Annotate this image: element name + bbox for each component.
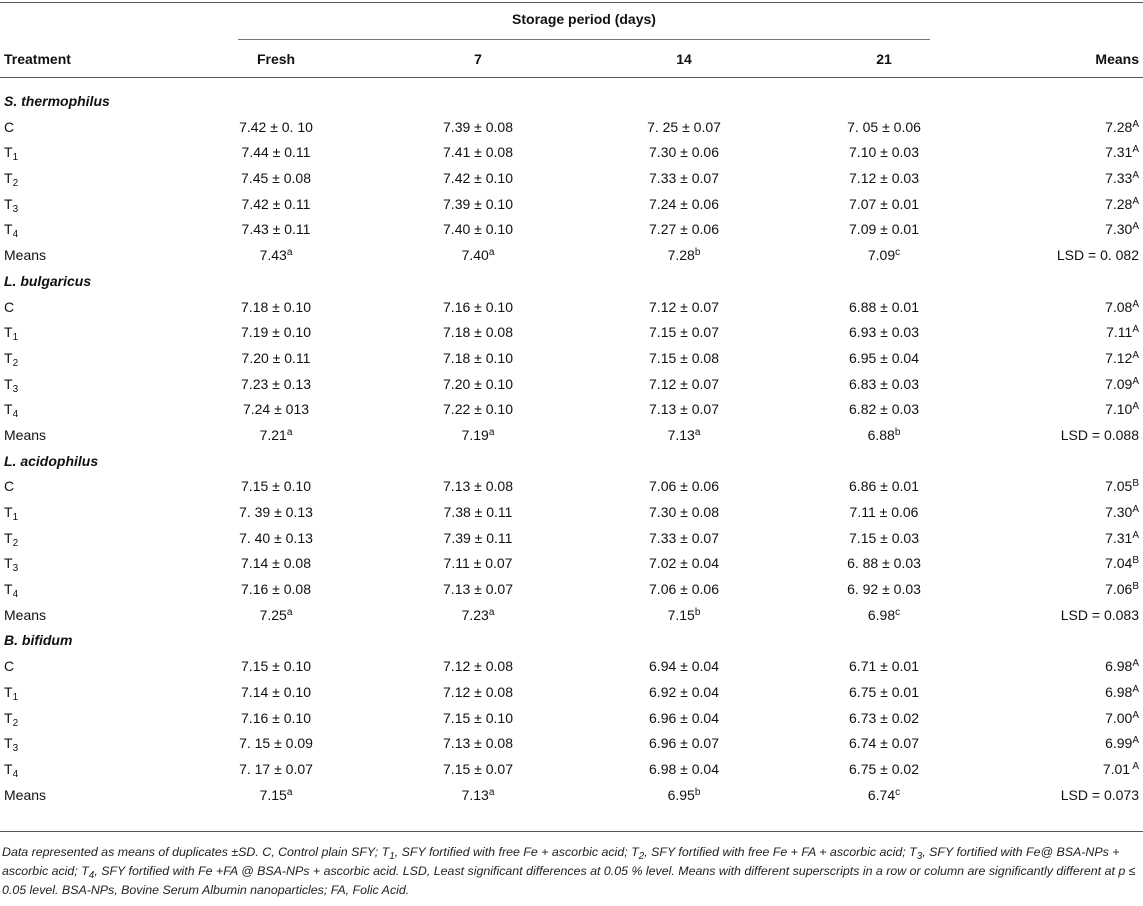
table-row bbox=[0, 680, 1143, 706]
value-cell: 6.88 ± 0.01 bbox=[849, 298, 919, 315]
table-row bbox=[0, 500, 1143, 526]
row-mean-superscript: A bbox=[1130, 760, 1139, 772]
value-cell: 7.42 ± 0. 10 bbox=[239, 118, 313, 135]
value-cell: 7.14 ± 0.08 bbox=[241, 555, 311, 572]
table-row bbox=[0, 115, 1143, 141]
value-cell: 7. 25 ± 0.07 bbox=[647, 118, 721, 135]
row-mean-superscript: A bbox=[1132, 683, 1139, 695]
value-cell: 6.94 ± 0.04 bbox=[649, 658, 719, 675]
column-mean-value: 7.15 bbox=[259, 786, 287, 803]
means-row bbox=[0, 423, 1143, 449]
lsd-value: LSD = 0. 082 bbox=[1056, 247, 1139, 264]
means-row bbox=[0, 783, 1143, 809]
column-mean-cell bbox=[226, 787, 326, 803]
treatment-cell bbox=[4, 504, 204, 523]
treatment-cell bbox=[4, 581, 204, 601]
value-cell: 7.43 ± 0.11 bbox=[241, 221, 311, 238]
value-cell: 6.95 ± 0.04 bbox=[849, 349, 919, 366]
row-mean-cell bbox=[980, 324, 1139, 340]
means-label: Means bbox=[4, 247, 47, 264]
section-row bbox=[0, 449, 1143, 475]
means-row bbox=[0, 243, 1143, 269]
column-mean-superscript: c bbox=[895, 606, 901, 618]
treatment-cell bbox=[4, 195, 204, 215]
row-mean-cell bbox=[980, 144, 1139, 160]
value-cell: 6.93 ± 0.03 bbox=[849, 324, 919, 341]
table-row bbox=[0, 217, 1143, 243]
column-mean-value: 7.09 bbox=[867, 247, 896, 264]
value-cell: 7.15 ± 0.03 bbox=[849, 529, 919, 546]
value-cell: 7.10 ± 0.03 bbox=[849, 144, 919, 161]
table-bottom-rule bbox=[0, 831, 1143, 832]
row-mean-cell bbox=[980, 735, 1139, 751]
means-label: Means bbox=[4, 426, 47, 443]
value-cell: 7.16 ± 0.10 bbox=[443, 298, 513, 315]
treatment-subscript: 2 bbox=[12, 357, 19, 369]
treatment-subscript: 4 bbox=[12, 229, 19, 241]
column-header-fresh: Fresh bbox=[256, 51, 296, 67]
column-mean-value: 6.95 bbox=[667, 786, 695, 803]
row-mean-value: 6.99 bbox=[1105, 735, 1133, 752]
value-cell: 7. 15 ± 0.09 bbox=[239, 735, 313, 752]
column-header-day-21: 21 bbox=[876, 51, 892, 67]
column-mean-superscript: a bbox=[488, 426, 495, 438]
storage-period-header: Storage period (days) bbox=[512, 11, 656, 27]
value-cell: 7.39 ± 0.11 bbox=[443, 529, 513, 546]
treatment-label: T bbox=[4, 529, 13, 546]
treatment-subscript: 2 bbox=[12, 178, 19, 190]
value-cell: 7.12 ± 0.08 bbox=[443, 658, 513, 675]
value-cell: 7.42 ± 0.11 bbox=[241, 195, 311, 212]
value-cell: 7.33 ± 0.07 bbox=[649, 170, 719, 187]
column-mean-value: 7.40 bbox=[461, 247, 489, 264]
row-mean-value: 7.05 bbox=[1105, 478, 1133, 495]
column-mean-cell bbox=[428, 427, 528, 443]
table-row bbox=[0, 140, 1143, 166]
treatment-label: T bbox=[4, 349, 13, 366]
value-cell: 7.18 ± 0.10 bbox=[241, 298, 311, 315]
column-mean-cell bbox=[428, 787, 528, 803]
table-row bbox=[0, 526, 1143, 552]
treatment-cell bbox=[4, 478, 204, 494]
table-row bbox=[0, 577, 1143, 603]
treatment-subscript: 4 bbox=[12, 589, 19, 601]
row-mean-value: 7.31 bbox=[1105, 529, 1133, 546]
column-mean-value: 7.13 bbox=[461, 786, 489, 803]
column-mean-value: 6.74 bbox=[867, 786, 896, 803]
treatment-subscript: 4 bbox=[12, 768, 19, 780]
value-cell: 6.74 ± 0.07 bbox=[849, 735, 919, 752]
value-cell: 7.44 ± 0.11 bbox=[241, 144, 311, 161]
row-mean-value: 7.00 bbox=[1105, 709, 1133, 726]
value-cell: 7.11 ± 0.06 bbox=[849, 504, 919, 520]
row-mean-value: 7.33 bbox=[1105, 170, 1133, 187]
treatment-subscript: 3 bbox=[12, 743, 19, 755]
row-mean-superscript: A bbox=[1132, 221, 1139, 233]
value-cell: 7.12 ± 0.07 bbox=[649, 298, 719, 315]
value-cell: 7.06 ± 0.06 bbox=[649, 581, 719, 598]
value-cell: 7.07 ± 0.01 bbox=[849, 195, 919, 212]
treatment-label: T bbox=[4, 581, 13, 598]
column-mean-cell bbox=[634, 247, 734, 263]
table-row bbox=[0, 295, 1143, 321]
value-cell: 6.82 ± 0.03 bbox=[849, 401, 919, 418]
section-label: S. thermophilus bbox=[4, 93, 110, 109]
row-mean-cell bbox=[980, 504, 1139, 520]
value-cell: 6.83 ± 0.03 bbox=[849, 375, 919, 392]
row-mean-cell bbox=[980, 555, 1139, 571]
row-mean-superscript: A bbox=[1132, 658, 1139, 670]
row-mean-cell bbox=[980, 581, 1139, 597]
row-mean-cell bbox=[980, 658, 1139, 674]
value-cell: 7.15 ± 0.10 bbox=[241, 658, 311, 675]
value-cell: 7.41 ± 0.08 bbox=[443, 144, 513, 161]
row-mean-superscript: B bbox=[1132, 478, 1139, 490]
treatment-cell bbox=[4, 119, 204, 135]
column-mean-value: 7.28 bbox=[667, 247, 695, 264]
value-cell: 7.16 ± 0.10 bbox=[241, 709, 311, 726]
value-cell: 7.15 ± 0.10 bbox=[241, 478, 311, 495]
lsd-value: LSD = 0.073 bbox=[1060, 786, 1139, 803]
value-cell: 7. 05 ± 0.06 bbox=[847, 118, 921, 135]
row-mean-superscript: B bbox=[1132, 555, 1139, 567]
value-cell: 7.42 ± 0.10 bbox=[443, 170, 513, 187]
row-mean-cell bbox=[980, 530, 1139, 546]
row-mean-value: 7.31 bbox=[1105, 144, 1133, 161]
treatment-label: T bbox=[4, 195, 13, 212]
row-mean-value: 6.98 bbox=[1105, 658, 1133, 675]
value-cell: 7. 39 ± 0.13 bbox=[239, 504, 313, 520]
table-footnote: Data represented as means of duplicates ±SD. C, Control plain SFY; $T_1$, SFY fortified with free Fe + ascorbic acid; $T_2$, SFY fortified with free Fe + FA + ascorbic acid; $T_3$, SFY fortified with Fe@ BSA-NPs + ascorbic acid; $T_4$, SFY fortified with Fe +FA @ BSA-NPs + ascorbic acid. LSD, Least significant differences at 0.05 % level. Means with different superscripts in a row or column are significantly different at p ≤ 0.05 level. BSA-NPs, Bovine Serum Albumin nanoparticles; FA, Folic Acid. bbox=[2, 845, 1136, 897]
column-mean-superscript: c bbox=[895, 786, 901, 798]
treatment-label: T bbox=[4, 221, 13, 238]
treatment-cell bbox=[4, 375, 204, 395]
means-label: Means bbox=[4, 606, 47, 623]
row-mean-superscript: A bbox=[1132, 144, 1139, 156]
value-cell: 7.39 ± 0.10 bbox=[443, 195, 513, 212]
column-mean-superscript: c bbox=[895, 247, 901, 259]
value-cell: 7.11 ± 0.07 bbox=[443, 555, 513, 572]
column-mean-superscript: b bbox=[694, 786, 701, 798]
treatment-label: T bbox=[4, 555, 13, 572]
column-mean-value: 6.98 bbox=[867, 606, 896, 623]
row-mean-cell bbox=[980, 710, 1139, 726]
value-cell: 7.12 ± 0.07 bbox=[649, 375, 719, 392]
means-label: Means bbox=[4, 786, 47, 803]
value-cell: 7.16 ± 0.08 bbox=[241, 581, 311, 598]
value-cell: 7.09 ± 0.01 bbox=[849, 221, 919, 238]
means-row bbox=[0, 603, 1143, 629]
table-row bbox=[0, 192, 1143, 218]
value-cell: 7.18 ± 0.10 bbox=[443, 349, 513, 366]
row-mean-cell bbox=[980, 299, 1139, 315]
treatment-subscript: 1 bbox=[12, 691, 19, 703]
treatment-subscript: 1 bbox=[12, 152, 19, 164]
treatment-label: T bbox=[4, 683, 13, 700]
treatment-subscript: 3 bbox=[12, 563, 19, 575]
treatment-label: T bbox=[4, 324, 13, 341]
treatment-label: T bbox=[4, 170, 13, 187]
section-label: L. bulgaricus bbox=[4, 272, 92, 289]
column-mean-superscript: b bbox=[894, 426, 901, 438]
treatment-label: T bbox=[4, 401, 13, 418]
row-mean-value: 6.98 bbox=[1105, 683, 1133, 700]
row-mean-superscript: A bbox=[1132, 349, 1139, 361]
table-row bbox=[0, 372, 1143, 398]
treatment-subscript: 3 bbox=[12, 383, 19, 395]
column-mean-cell bbox=[834, 607, 934, 623]
value-cell: 7.13 ± 0.08 bbox=[443, 478, 513, 495]
row-mean-cell bbox=[980, 119, 1139, 135]
treatment-label: C bbox=[4, 298, 15, 315]
treatment-cell bbox=[4, 529, 204, 549]
column-mean-superscript: a bbox=[694, 426, 701, 438]
column-header-day-14: 14 bbox=[676, 51, 692, 67]
value-cell: 6.96 ± 0.07 bbox=[649, 735, 719, 752]
row-mean-superscript: A bbox=[1132, 298, 1139, 310]
row-mean-superscript: A bbox=[1132, 195, 1139, 207]
row-mean-value: 7.28 bbox=[1105, 118, 1133, 135]
treatment-cell bbox=[4, 555, 204, 575]
row-mean-value: 7.04 bbox=[1105, 555, 1133, 572]
value-cell: 7.19 ± 0.10 bbox=[241, 324, 311, 341]
value-cell: 7.12 ± 0.08 bbox=[443, 683, 513, 700]
value-cell: 7. 40 ± 0.13 bbox=[239, 529, 313, 546]
row-mean-value: 7.11 bbox=[1106, 324, 1133, 341]
value-cell: 7.15 ± 0.07 bbox=[443, 760, 513, 777]
value-cell: 6.75 ± 0.02 bbox=[849, 760, 919, 777]
row-mean-value: 7.09 bbox=[1105, 375, 1133, 392]
column-mean-cell bbox=[834, 787, 934, 803]
value-cell: 7.15 ± 0.08 bbox=[649, 349, 719, 366]
row-mean-value: 7.08 bbox=[1105, 298, 1133, 315]
table-row bbox=[0, 474, 1143, 500]
row-mean-superscript: A bbox=[1132, 118, 1139, 130]
row-mean-superscript: A bbox=[1132, 735, 1139, 747]
value-cell: 7.45 ± 0.08 bbox=[241, 170, 311, 187]
value-cell: 7.38 ± 0.11 bbox=[443, 504, 513, 520]
row-mean-cell bbox=[980, 350, 1139, 366]
value-cell: 7.23 ± 0.13 bbox=[241, 375, 311, 392]
treatment-subscript: 4 bbox=[12, 409, 19, 421]
row-mean-superscript: A bbox=[1132, 401, 1139, 413]
value-cell: 7.40 ± 0.10 bbox=[443, 221, 513, 238]
row-mean-value: 7.01 bbox=[1102, 760, 1131, 777]
row-mean-superscript: A bbox=[1132, 375, 1139, 387]
treatment-subscript: 1 bbox=[12, 512, 19, 523]
column-mean-superscript: a bbox=[286, 247, 293, 259]
column-mean-cell bbox=[428, 607, 528, 623]
treatment-label: C bbox=[4, 658, 15, 675]
row-mean-cell bbox=[980, 684, 1139, 700]
value-cell: 7.24 ± 013 bbox=[242, 401, 310, 418]
value-cell: 6.86 ± 0.01 bbox=[849, 478, 919, 495]
treatment-cell bbox=[4, 170, 204, 190]
column-mean-cell bbox=[834, 247, 934, 263]
row-mean-value: 7.06 bbox=[1105, 581, 1133, 598]
value-cell: 7.13 ± 0.08 bbox=[443, 735, 513, 752]
value-cell: 7.15 ± 0.07 bbox=[649, 324, 719, 341]
treatment-cell bbox=[4, 760, 204, 780]
section-label: L. acidophilus bbox=[4, 452, 99, 469]
treatment-label: T bbox=[4, 375, 13, 392]
treatment-cell bbox=[4, 221, 204, 241]
value-cell: 6.73 ± 0.02 bbox=[849, 709, 919, 726]
column-mean-superscript: a bbox=[488, 247, 495, 259]
row-mean-superscript: A bbox=[1132, 504, 1139, 515]
table-body bbox=[0, 89, 1143, 808]
value-cell: 7.20 ± 0.11 bbox=[241, 349, 311, 366]
column-mean-value: 7.43 bbox=[259, 247, 287, 264]
treatment-cell bbox=[4, 709, 204, 729]
value-cell: 7.18 ± 0.08 bbox=[443, 324, 513, 341]
value-cell: 7.15 ± 0.10 bbox=[443, 709, 513, 726]
value-cell: 7.27 ± 0.06 bbox=[649, 221, 719, 238]
section-label: B. bifidum bbox=[4, 632, 73, 649]
column-mean-value: 7.23 bbox=[461, 606, 489, 623]
value-cell: 6.71 ± 0.01 bbox=[849, 658, 919, 675]
value-cell: 7.12 ± 0.03 bbox=[849, 170, 919, 187]
table-row bbox=[0, 706, 1143, 732]
section-row bbox=[0, 89, 1143, 115]
treatment-label: T bbox=[4, 144, 13, 161]
row-mean-cell bbox=[980, 221, 1139, 237]
lsd-value: LSD = 0.088 bbox=[1060, 426, 1139, 443]
column-mean-cell bbox=[634, 427, 734, 443]
treatment-label: T bbox=[4, 735, 13, 752]
column-mean-superscript: a bbox=[488, 606, 495, 618]
column-mean-cell bbox=[634, 787, 734, 803]
column-mean-cell bbox=[226, 607, 326, 623]
header-bottom-rule bbox=[0, 77, 1143, 78]
column-mean-value: 7.13 bbox=[667, 426, 695, 443]
column-mean-value: 7.19 bbox=[461, 426, 489, 443]
value-cell: 7.13 ± 0.07 bbox=[649, 401, 719, 418]
treatment-cell bbox=[4, 324, 204, 344]
value-cell: 7.06 ± 0.06 bbox=[649, 478, 719, 495]
group-header-rule bbox=[238, 39, 930, 40]
row-mean-cell bbox=[980, 170, 1139, 186]
value-cell: 7.33 ± 0.07 bbox=[649, 529, 719, 546]
treatment-cell bbox=[4, 735, 204, 755]
lsd-value: LSD = 0.083 bbox=[1060, 606, 1139, 623]
table-row bbox=[0, 166, 1143, 192]
treatment-label: T bbox=[4, 709, 13, 726]
value-cell: 7.14 ± 0.10 bbox=[241, 683, 311, 700]
column-mean-superscript: a bbox=[286, 426, 293, 438]
column-mean-cell bbox=[834, 427, 934, 443]
section-row bbox=[0, 269, 1143, 295]
column-header-means: Means bbox=[1095, 51, 1139, 67]
value-cell: 6.96 ± 0.04 bbox=[649, 709, 719, 726]
treatment-cell bbox=[4, 683, 204, 703]
column-mean-value: 6.88 bbox=[867, 426, 895, 443]
table-row bbox=[0, 320, 1143, 346]
row-mean-cell bbox=[980, 478, 1139, 494]
column-header-treatment: Treatment bbox=[4, 51, 71, 67]
value-cell: 6.98 ± 0.04 bbox=[649, 760, 719, 777]
column-mean-value: 7.25 bbox=[259, 606, 287, 623]
value-cell: 6. 88 ± 0.03 bbox=[847, 555, 921, 572]
column-mean-value: 7.15 bbox=[667, 606, 695, 623]
table-top-rule bbox=[0, 2, 1143, 3]
row-mean-cell bbox=[980, 761, 1139, 777]
table-row bbox=[0, 654, 1143, 680]
value-cell: 7.13 ± 0.07 bbox=[443, 581, 513, 598]
column-mean-superscript: b bbox=[694, 606, 701, 618]
treatment-subscript: 3 bbox=[12, 203, 19, 215]
column-mean-superscript: a bbox=[286, 606, 293, 618]
table-row bbox=[0, 731, 1143, 757]
treatment-cell bbox=[4, 299, 204, 315]
row-mean-superscript: A bbox=[1132, 709, 1139, 721]
value-cell: 7.24 ± 0.06 bbox=[649, 195, 719, 212]
column-mean-cell bbox=[226, 427, 326, 443]
value-cell: 7.20 ± 0.10 bbox=[443, 375, 513, 392]
treatment-subscript: 1 bbox=[12, 332, 19, 344]
column-mean-superscript: a bbox=[286, 786, 293, 798]
treatment-label: T bbox=[4, 760, 13, 777]
value-cell: 6.75 ± 0.01 bbox=[849, 683, 919, 700]
column-header-day-7: 7 bbox=[474, 51, 482, 67]
treatment-cell bbox=[4, 144, 204, 164]
column-mean-cell bbox=[428, 247, 528, 263]
column-mean-value: 7.21 bbox=[259, 426, 287, 443]
column-mean-cell bbox=[634, 607, 734, 623]
treatment-subscript: 2 bbox=[12, 537, 19, 549]
treatment-cell bbox=[4, 658, 204, 674]
value-cell: 7.02 ± 0.04 bbox=[649, 555, 719, 572]
treatment-label: C bbox=[4, 478, 15, 495]
column-mean-superscript: b bbox=[694, 247, 701, 259]
row-mean-superscript: A bbox=[1132, 529, 1139, 541]
row-mean-cell bbox=[980, 401, 1139, 417]
row-mean-value: 7.28 bbox=[1105, 195, 1133, 212]
section-row bbox=[0, 628, 1143, 654]
treatment-cell bbox=[4, 401, 204, 421]
value-cell: 7.30 ± 0.06 bbox=[649, 144, 719, 161]
table-row bbox=[0, 397, 1143, 423]
table-row bbox=[0, 346, 1143, 372]
row-mean-value: 7.30 bbox=[1105, 504, 1133, 520]
row-mean-value: 7.10 bbox=[1105, 401, 1133, 418]
value-cell: 7.39 ± 0.08 bbox=[443, 118, 513, 135]
row-mean-superscript: A bbox=[1132, 324, 1139, 336]
value-cell: 6. 92 ± 0.03 bbox=[847, 581, 921, 598]
treatment-subscript: 2 bbox=[12, 717, 19, 729]
row-mean-value: 7.12 bbox=[1105, 349, 1133, 366]
value-cell: 7.30 ± 0.08 bbox=[649, 504, 719, 520]
treatment-cell bbox=[4, 349, 204, 369]
value-cell: 7.22 ± 0.10 bbox=[443, 401, 513, 418]
value-cell: 6.92 ± 0.04 bbox=[649, 683, 719, 700]
table-row bbox=[0, 757, 1143, 783]
table-row bbox=[0, 551, 1143, 577]
row-mean-cell bbox=[980, 376, 1139, 392]
row-mean-value: 7.30 bbox=[1105, 221, 1133, 238]
treatment-label: T bbox=[4, 504, 13, 520]
row-mean-superscript: B bbox=[1132, 581, 1139, 593]
column-mean-cell bbox=[226, 247, 326, 263]
treatment-label: C bbox=[4, 118, 15, 135]
row-mean-cell bbox=[980, 196, 1139, 212]
row-mean-superscript: A bbox=[1132, 170, 1139, 182]
column-mean-superscript: a bbox=[488, 786, 495, 798]
value-cell: 7. 17 ± 0.07 bbox=[239, 760, 313, 777]
